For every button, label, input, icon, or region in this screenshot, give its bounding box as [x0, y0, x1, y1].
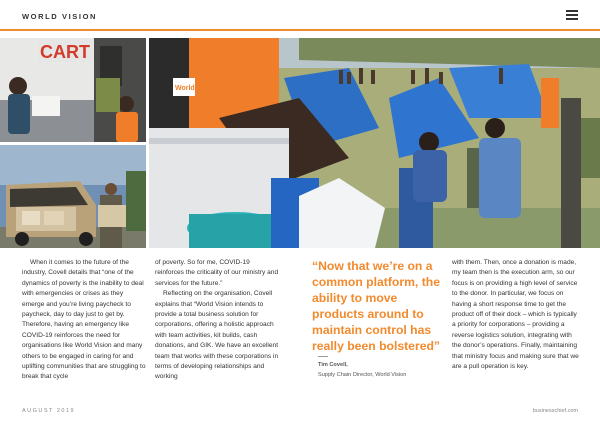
- shirt-lettering: World: [175, 85, 195, 92]
- pull-quote: “Now that we’re on a common platform, the ability to move products around to maintain control has really been bolstered”: [312, 259, 441, 353]
- article-column-4: [452, 258, 580, 372]
- quote-attribution-name: Tim Covell,: [318, 362, 348, 368]
- photo-car-donations: [0, 145, 146, 248]
- footer-site-link[interactable]: businesschief.com: [532, 408, 578, 414]
- quote-divider: [318, 356, 328, 357]
- page-header: [0, 0, 600, 30]
- footer-date: AUGUST 2019: [22, 408, 76, 414]
- column-1-text: When it comes to the future of the industry, Covell details that “one of the dynamics of poverty is the inability to deal with emergencies or crises as they emerge and you’re living paycheck to paycheck, day to day just to get by. Therefore, having an emergency like COVID-19 reinforces the need for organisations like World Vision and many others to be engaged in caring for and uplifting communities that are struggling to break that cycle: [22, 259, 146, 381]
- quote-attribution-role: Supply Chain Director, World Vision: [318, 372, 407, 378]
- photo-volunteers-truck: [0, 38, 146, 142]
- photo-collage: [0, 38, 600, 248]
- header-accent-rule: [0, 29, 600, 31]
- photo-aid-distribution: [149, 38, 600, 248]
- column-4-text: with them. Then, once a donation is made, my team then is the execution arm, so our focus is on providing a high level of service to the donor. In particular, we focus on having a short response time to get the product off of their dock – which is typically a priority for corporations – providing a reverse logistics solution, integrating with the donor’s operations. Finally, maintaining that ministry focus and making sure that we are a pull operation is key.: [452, 259, 579, 371]
- column-2-paragraph-1: of poverty. So for me, COVID-19 reinforces the criticality of our ministry and services for the future.”: [155, 259, 279, 287]
- article-column-2: [155, 258, 279, 383]
- column-2-paragraph-2: Reflecting on the organisation, Covell explains that “World Vision intends to provide a total business solution for corporations, offering a holistic approach with team activities, kit builds, cash donations, and GIK. We have an excellent team that works with these corporations in terms of developing relationships and working: [155, 290, 279, 381]
- hamburger-menu-icon[interactable]: [566, 10, 578, 20]
- truck-lettering: CART: [40, 42, 90, 62]
- article-column-1: [22, 258, 146, 383]
- brand-name: WORLD VISION: [22, 12, 98, 21]
